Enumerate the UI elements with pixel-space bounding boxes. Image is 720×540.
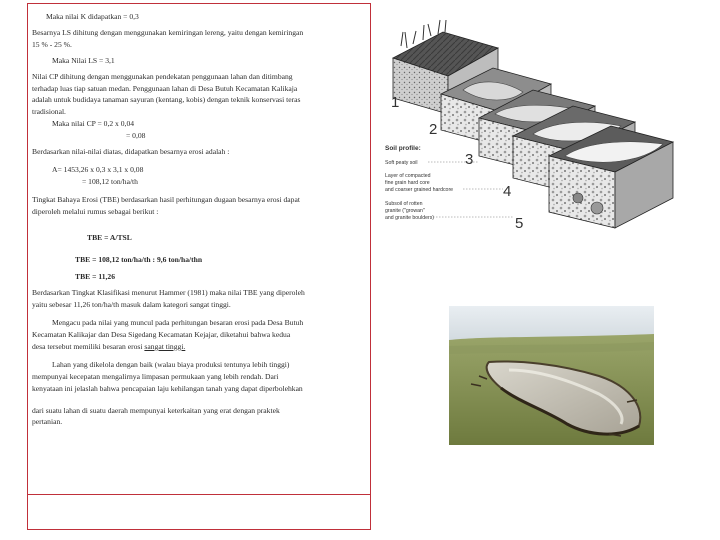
- block-number-1: 1: [391, 94, 400, 111]
- legend-item: and coarser grained hardcore: [385, 187, 454, 193]
- block-number-3: 3: [465, 151, 474, 168]
- legend-item: and granite boulders): [385, 215, 435, 221]
- text-line: = 108,12 ton/ha/th: [82, 176, 138, 186]
- legend-item: Soft peaty soil: [385, 160, 418, 166]
- text-line: Nilai CP dihitung dengan menggunakan pendekatan penggunaan lahan dan ditimbang: [32, 71, 293, 81]
- text-line: Tingkat Bahaya Erosi (TBE) berdasarkan hasil perhitungan dugaan besarnya erosi dapat: [32, 194, 300, 204]
- text-line: 15 % - 25 %.: [32, 39, 72, 49]
- legend-item: fine grain hard core: [385, 180, 430, 186]
- page-break-divider: [28, 494, 370, 495]
- legend-item: Subsoil of rotten: [385, 201, 423, 207]
- underlined-text: sangat tinggi.: [144, 341, 186, 351]
- text-line: adalah untuk budidaya tanaman sayuran (kentang, kobis) dengan teknik konservasi teras: [32, 95, 301, 105]
- text-line: Maka nilai K didapatkan = 0,3: [46, 12, 139, 21]
- text-line: diperoleh melalui rumus sebagai berikut :: [32, 206, 159, 216]
- text-line: TBE = 108,12 ton/ha/th : 9,6 ton/ha/thn: [75, 254, 203, 264]
- block-number-5: 5: [515, 215, 524, 232]
- text-line: Lahan yang dikelola dengan baik (walau biaya produksi tentunya lebih tinggi): [52, 359, 290, 369]
- legend-title: Soil profile:: [385, 145, 421, 152]
- legend-item: Layer of compacted: [385, 173, 431, 179]
- text-line: Besarnya LS dihitung dengan menggunakan kemiringan lereng, yaitu dengan kemiringan: [32, 27, 304, 37]
- text-line: dari suatu lahan di suatu daerah mempunyai keterkaitan yang erat dengan praktek: [32, 405, 280, 415]
- text-line: Maka Nilai LS = 3,1: [52, 55, 115, 65]
- eroded-gully-photo: [449, 306, 654, 445]
- soil-profile-diagram: [383, 6, 683, 238]
- text-line: Maka nilai CP = 0,2 x 0,04: [52, 119, 135, 129]
- text-line: Kecamatan Kalikajar dan Desa Sigedang Kecamatan Kejajar, diketahui bahwa kedua: [32, 330, 291, 340]
- block-number-2: 2: [429, 121, 438, 138]
- text-line: Mengacu pada nilai yang muncul pada perhitungan besaran erosi pada Desa Butuh: [52, 318, 304, 328]
- text-line: tradisional.: [32, 107, 66, 117]
- text-line: kenyataan ini jelaslah bahwa pencapaian laju kehilangan tanah yang dapat diperbolehkan: [32, 383, 303, 393]
- block-number-4: 4: [503, 183, 512, 200]
- text-line: terhadap luas tiap satuan medan. Penggunaan lahan di Desa Butuh Kecamatan Kalikaja: [32, 83, 298, 93]
- text-span: desa tersebut memiliki besaran erosi: [32, 341, 143, 351]
- text-line: TBE = 11,26: [75, 272, 115, 282]
- document-body: [32, 11, 364, 428]
- text-line: pertanian.: [32, 417, 63, 427]
- text-line: mempunyai kecepatan mengalirnya limpasan permukaan yang lebih rendah. Dari: [32, 371, 279, 381]
- text-line: TBE = A/TSL: [87, 232, 132, 242]
- text-line: = 0,08: [126, 131, 146, 141]
- text-line: [32, 341, 364, 353]
- text-line: A= 1453,26 x 0,3 x 3,1 x 0,08: [52, 164, 144, 174]
- document-page: [27, 3, 371, 530]
- text-line: Berdasarkan Tingkat Klasifikasi menurut Hammer (1981) maka nilai TBE yang diperoleh: [32, 288, 305, 298]
- legend-item: granite ("growan": [385, 208, 425, 214]
- text-line: yaitu sebesar 11,26 ton/ha/th masuk dalam kategori sangat tinggi.: [32, 300, 231, 310]
- text-line: Berdasarkan nilai-nilai diatas, didapatkan besarnya erosi adalah :: [32, 147, 230, 157]
